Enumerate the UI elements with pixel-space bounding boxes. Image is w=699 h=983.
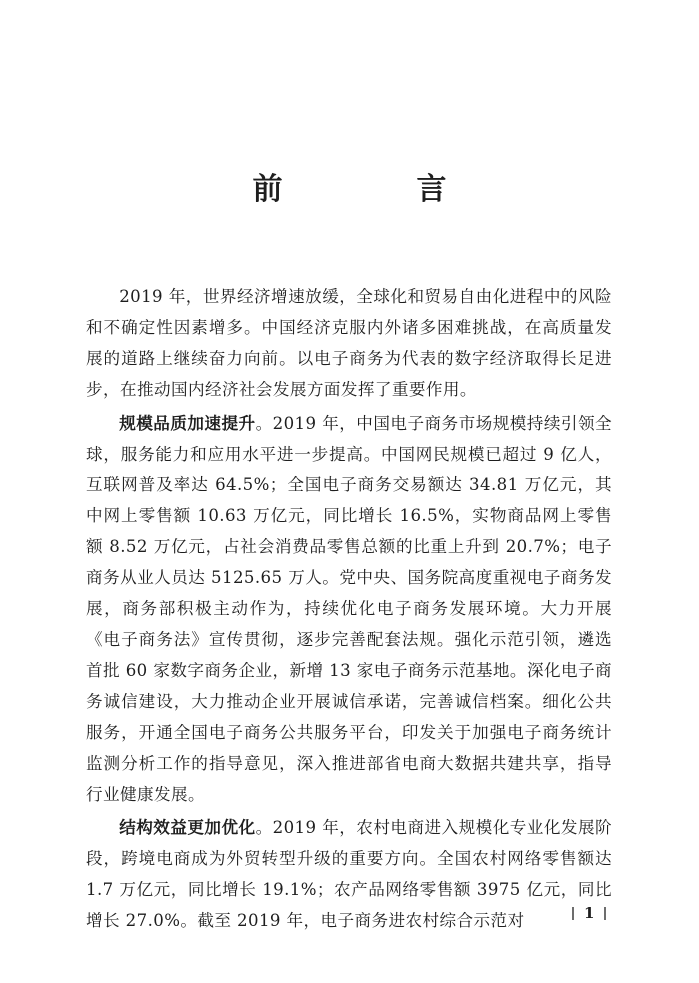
body-text — [86, 282, 612, 940]
paragraph-1-text: 2019 年，世界经济增速放缓，全球化和贸易自由化进程中的风险和不确定性因素增多。中国经济克服内外诸多困难挑战，在高质量发展的道路上继续奋力向前。以电子商务为代表的数字经济取得长足进步，在推动国内经济社会发展方面发挥了重要作用。 — [86, 287, 612, 399]
paragraph-3-text: 。2019 年，农村电商进入规模化专业化发展阶段，跨境电商成为外贸转型升级的重要方向。全国农村网络零售额达 1.7 万亿元，同比增长 19.1%；农产品网络零售额 3975 亿元，同比增长 27.0%。截至 2019 年，电子商务进农村综合示范对 — [86, 818, 612, 931]
page-number: 1 — [584, 904, 595, 922]
paragraph-2-lead: 规模品质加速提升 — [119, 413, 256, 433]
paragraph-1 — [86, 282, 612, 406]
page-title: 前 言 — [252, 172, 499, 207]
paragraph-2-text: 。2019 年，中国电子商务市场规模持续引领全球，服务能力和应用水平进一步提高。中国网民规模已超过 9 亿人，互联网普及率达 64.5%；全国电子商务交易额达 34.81 万亿元，其中网上零售额 10.63 万亿元，同比增长 16.5%，实物商品网上零售额 8.52 万亿元，占社会消费品零售总额的比重上升到 20.7%；电子商务从业人员达 5125.65 万人。党中央、国务院高度重视电子商务发展，商务部积极主动作为，持续优化电子商务发展环境。大力开展《电子商务法》宣传贯彻，逐步完善配套法规。强化示范引领，遴选首批 60 家数字商务企业，新增 13 家电子商务示范基地。深化电子商务诚信建设，大力推动企业开展诚信承诺，完善诚信档案。细化公共服务，开通全国电子商务公共服务平台，印发关于加强电子商务统计监测分析工作的指导意见，深入推进部省电商大数据共建共享，指导行业健康发展。 — [86, 413, 612, 804]
paragraph-3 — [86, 813, 612, 937]
page-number-left-bar — [572, 907, 574, 920]
page-number-right-bar — [604, 907, 606, 920]
page-number-block — [572, 903, 606, 923]
paragraph-3-lead: 结构效益更加优化 — [119, 818, 256, 838]
paragraph-2 — [86, 409, 612, 811]
